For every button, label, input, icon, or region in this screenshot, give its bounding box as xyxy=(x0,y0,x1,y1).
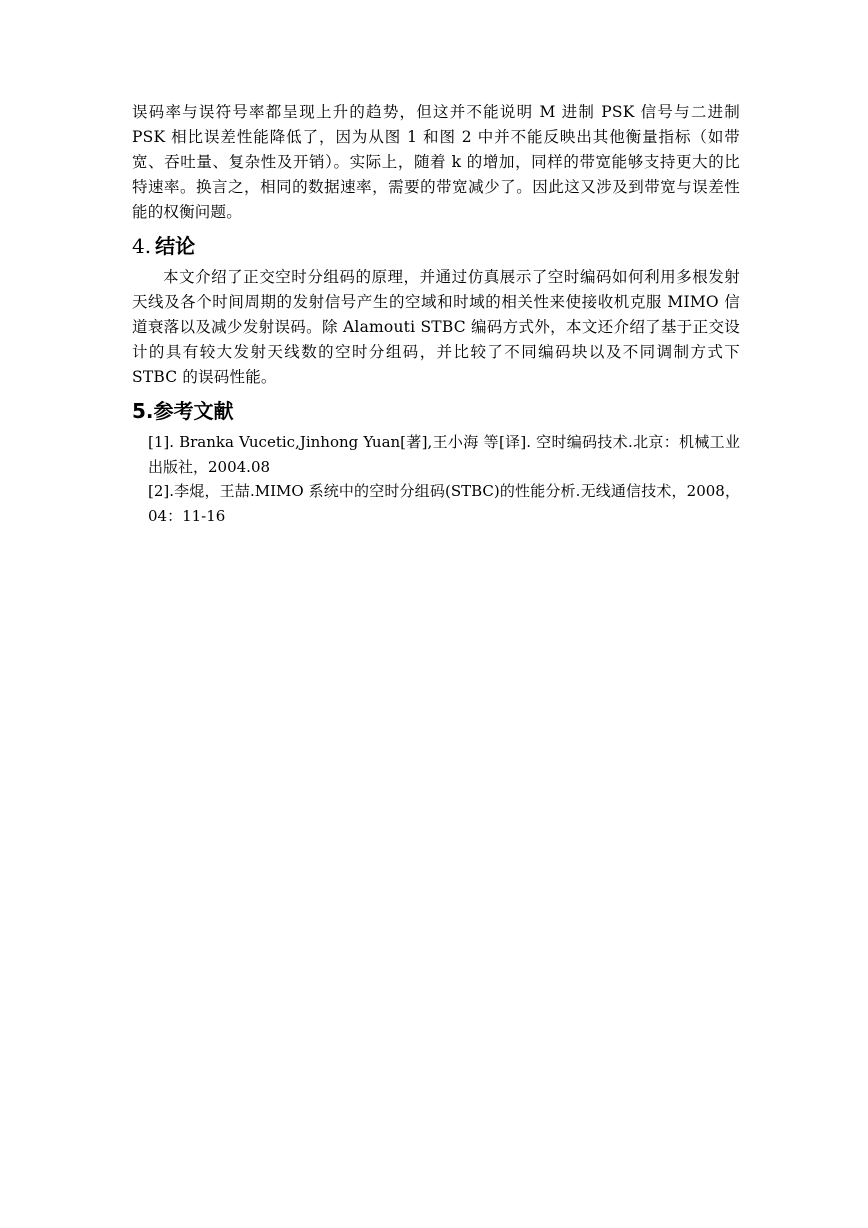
document-page xyxy=(132,100,740,528)
section-4-number: 4. xyxy=(132,234,152,258)
reference-list xyxy=(132,430,740,528)
section-4-heading xyxy=(132,231,740,261)
reference-item-2: [2].李焜，王喆.MIMO 系统中的空时分组码(STBC)的性能分析.无线通信技术，2008，04：11-16 xyxy=(148,482,740,525)
reference-item-1: [1]. Branka Vucetic,Jinhong Yuan[著],王小海 等[译]. 空时编码技术.北京：机械工业出版社，2004.08 xyxy=(148,433,740,476)
intro-paragraph: 误码率与误符号率都呈现上升的趋势，但这并不能说明 M 进制 PSK 信号与二进制 PSK 相比误差性能降低了，因为从图 1 和图 2 中并不能反映出其他衡量指标（如带宽、吞吐量、复杂性及开销）。实际上，随着 k 的增加，同样的带宽能够支持更大的比特速率。换言之，相同的数据速率，需要的带宽减少了。因此这又涉及到带宽与误差性能的权衡问题。 xyxy=(132,103,740,221)
section-4-title: 结论 xyxy=(155,234,196,258)
section-5-heading: 5.参考文献 xyxy=(132,399,234,423)
conclusion-paragraph: 本文介绍了正交空时分组码的原理，并通过仿真展示了空时编码如何利用多根发射天线及各个时间周期的发射信号产生的空域和时域的相关性来使接收机克服 MIMO 信道衰落以及减少发射误码。除 Alamouti STBC 编码方式外，本文还介绍了基于正交设计的具有较大发射天线数的空时分组码，并比较了不同编码块以及不同调制方式下 STBC 的误码性能。 xyxy=(132,268,740,386)
